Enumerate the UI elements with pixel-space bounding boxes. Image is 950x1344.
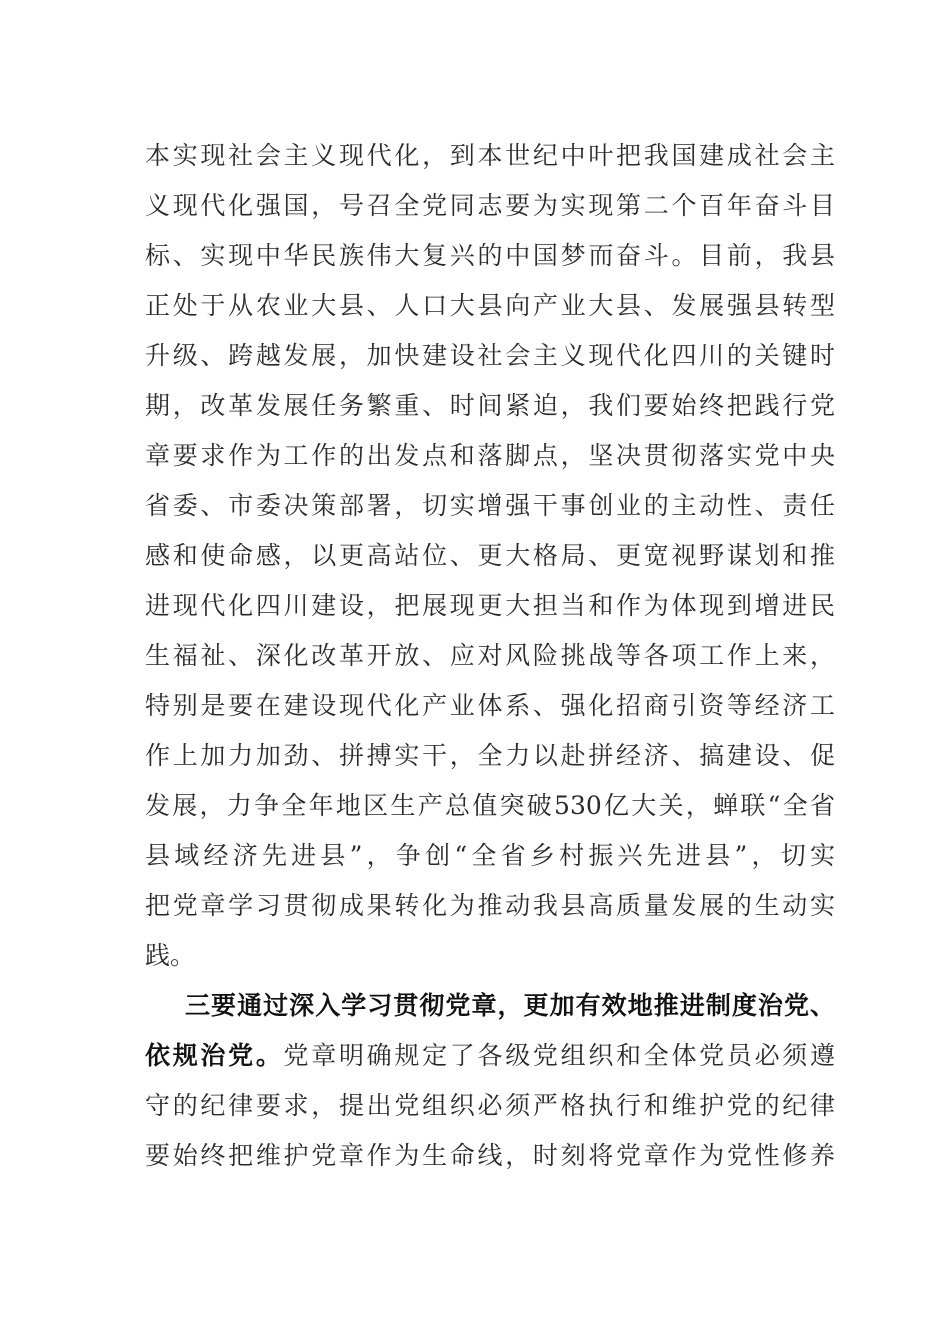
text-line: 义现代化强国，号召全党同志要为实现第二个百年奋斗目: [145, 191, 835, 220]
text-line: 省委、市委决策部署，切实增强干事创业的主动性、责任: [145, 491, 835, 520]
text-line: 感和使命感，以更高站位、更大格局、更宽视野谋划和推: [145, 541, 835, 570]
text-line: 作上加力加劲、拼搏实干，全力以赴拼经济、搞建设、促: [145, 741, 835, 770]
text-line: 生福祉、深化改革开放、应对风险挑战等各项工作上来，: [145, 641, 835, 670]
paragraph-2: [145, 981, 835, 1181]
text-line: 升级、跨越发展，加快建设社会主义现代化四川的关键时: [145, 341, 835, 370]
text-line: 特别是要在建设现代化产业体系、强化招商引资等经济工: [145, 691, 835, 720]
text-line: 进现代化四川建设，把展现更大担当和作为体现到增进民: [145, 591, 835, 620]
section-heading: 三要通过深入学习贯彻党章，更加有效地推进制度治党、: [185, 991, 835, 1020]
text-line: 发展，力争全年地区生产总值突破530亿大关，蝉联“全省: [145, 791, 835, 820]
text-line: 县域经济先进县”，争创“全省乡村振兴先进县”，切实: [145, 841, 835, 870]
text-line: 本实现社会主义现代化，到本世纪中叶把我国建成社会主: [145, 141, 835, 170]
text-line: 标、实现中华民族伟大复兴的中国梦而奋斗。目前，我县: [145, 241, 835, 270]
text-line: 期，改革发展任务繁重、时间紧迫，我们要始终把践行党: [145, 391, 835, 420]
text-line: [145, 1031, 835, 1081]
text-line: 章要求作为工作的出发点和落脚点，坚决贯彻落实党中央: [145, 441, 835, 470]
text-line: 把党章学习贯彻成果转化为推动我县高质量发展的生动实: [145, 891, 835, 920]
text-line: 要始终把维护党章作为生命线，时刻将党章作为党性修养: [145, 1141, 835, 1170]
text-line: 正处于从农业大县、人口大县向产业大县、发展强县转型: [145, 291, 835, 320]
section-heading-end: 依规治党。: [145, 1041, 284, 1070]
paragraph-1: [145, 131, 835, 981]
text-line: 守的纪律要求，提出党组织必须严格执行和维护党的纪律: [145, 1091, 835, 1120]
document-body: [145, 131, 835, 1181]
text-line: 践。: [145, 941, 196, 970]
text-line-rest: 党章明确规定了各级党组织和全体党员必须遵: [283, 1041, 835, 1070]
